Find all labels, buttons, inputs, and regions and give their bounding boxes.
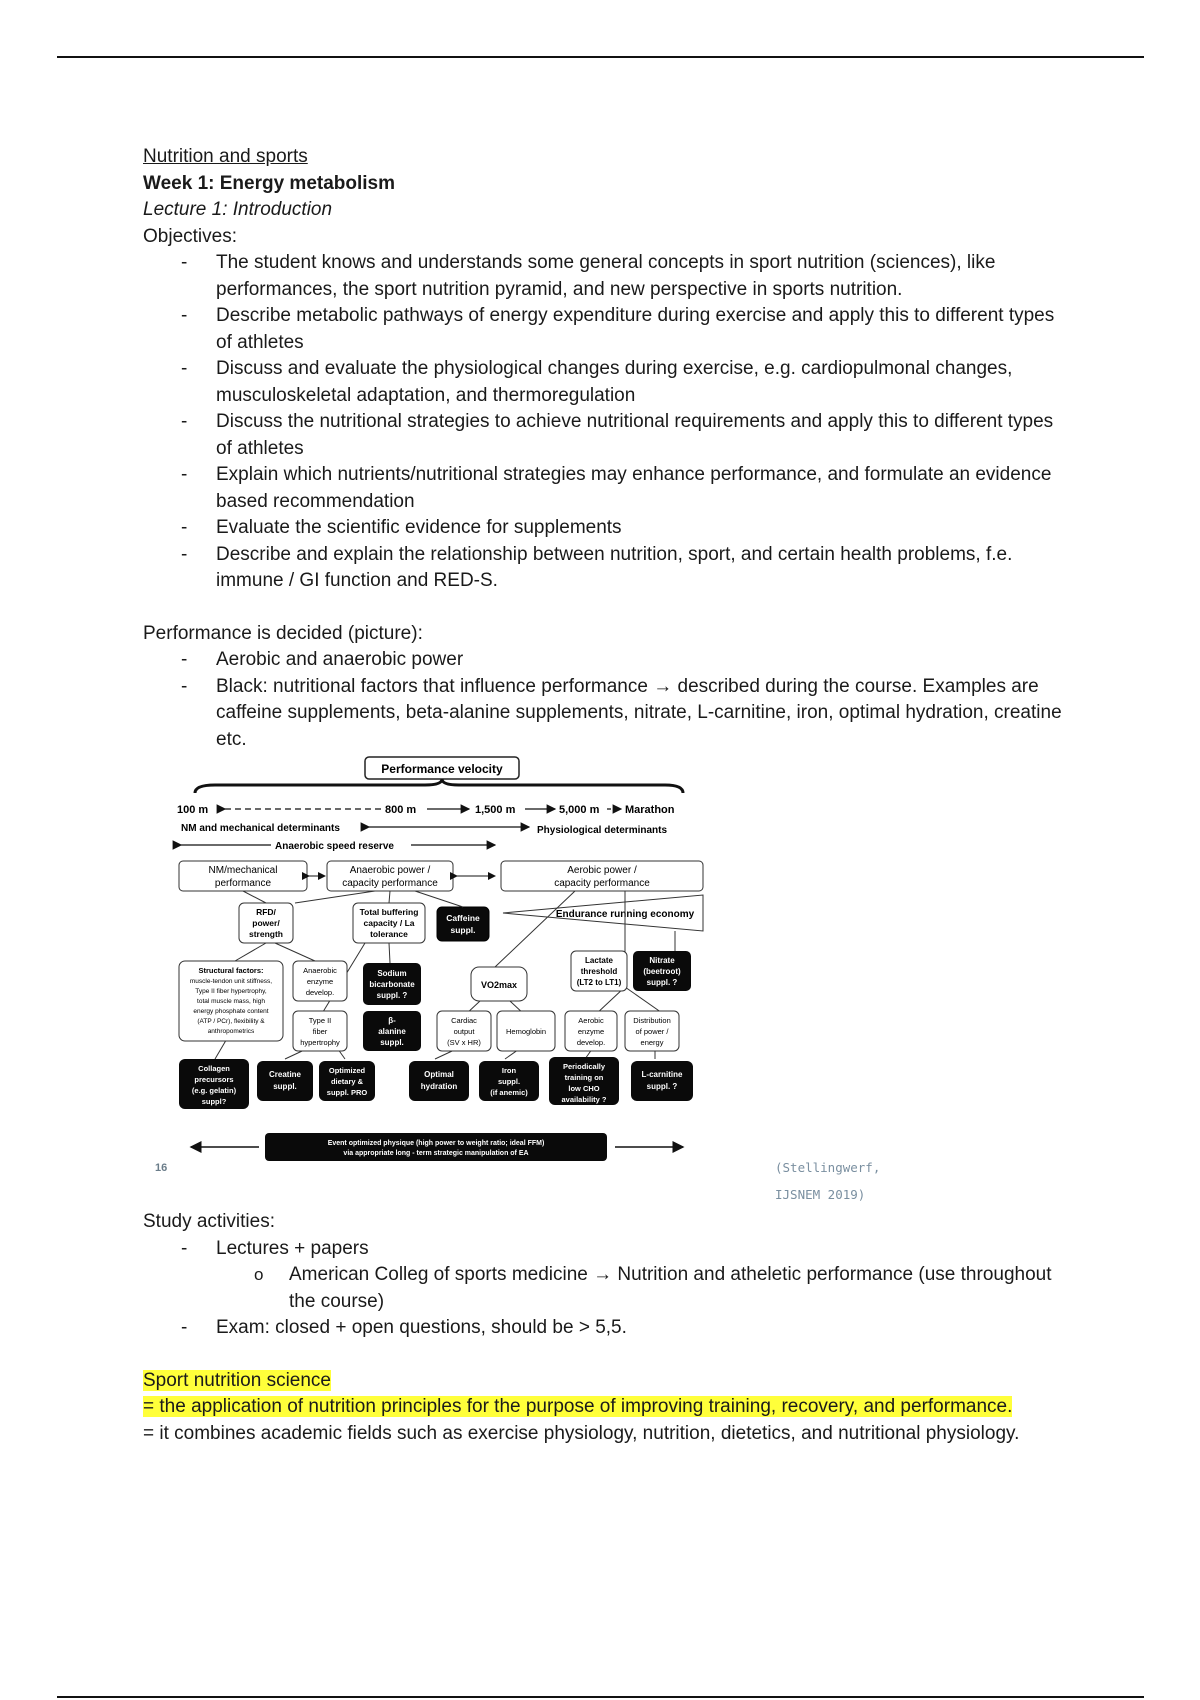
structural-line: anthropometrics — [207, 1028, 255, 1035]
buffering-line: capacity / La — [363, 918, 415, 928]
study-item-lectures: Lectures + papers — [216, 1237, 369, 1259]
performance-diagram — [155, 755, 881, 1202]
lcarnitine-line: suppl. ? — [646, 1082, 678, 1091]
distribution-line: Distribution — [633, 1016, 671, 1025]
list-item: - Discuss the nutritional strategies to achieve nutritional requirements and apply this to different types of athletes — [143, 409, 1063, 462]
hemoglobin-label: Hemoglobin — [505, 1027, 547, 1036]
hydration-line: hydration — [420, 1082, 458, 1091]
anaer-enzyme-line: develop. — [305, 988, 335, 997]
list-item: - The student knows and understands some general concepts in sport nutrition (sciences), like performances, the sport nutrition pyramid, and new perspective in sports nutrition. — [143, 250, 1063, 303]
aerobic-enzyme-line: Aerobic — [578, 1016, 604, 1025]
structural-line: muscle-tendon unit stiffness, — [189, 978, 273, 985]
cardiac-line: output — [453, 1027, 475, 1036]
lactate-line: threshold — [580, 967, 618, 976]
creatine-box — [257, 1061, 313, 1101]
collagen-line: (e.g. gelatin) — [191, 1086, 237, 1095]
list-item: - Explain which nutrients/nutritional strategies may enhance performance, and formulate an evidence based recommendation — [143, 462, 1063, 515]
aerobic-enzyme-line: develop. — [576, 1038, 606, 1047]
dist-5000: 5,000 m — [559, 804, 600, 816]
objectives-list — [143, 250, 1063, 595]
optimized-line: suppl. PRO — [326, 1088, 368, 1097]
iron-line: (if anemic) — [490, 1088, 528, 1097]
distribution-line: energy — [640, 1038, 664, 1047]
header-rule — [57, 56, 1144, 58]
study-list — [143, 1236, 1063, 1342]
study-sublist — [143, 1262, 1063, 1315]
document-body — [143, 144, 1063, 1447]
creatine-line: Creatine — [268, 1070, 302, 1079]
list-item: - Discuss and evaluate the physiological changes during exercise, e.g. cardiopulmonal changes, musculoskeletal adaptation, and thermoregulation — [143, 356, 1063, 409]
nitrate-line: suppl. ? — [646, 978, 678, 987]
rfd-line: RFD/ — [256, 907, 276, 917]
type2-line: hypertrophy — [300, 1038, 340, 1047]
science-block — [143, 1368, 1063, 1421]
slide-number: 16 — [155, 1162, 168, 1174]
beta-line: β- — [388, 1016, 396, 1025]
beta-line: alanine — [378, 1027, 406, 1036]
periodically-line: training on — [564, 1073, 604, 1082]
periodically-line: availability ? — [561, 1095, 607, 1104]
collagen-line: suppl? — [201, 1097, 227, 1106]
structural-line: (ATP / PCr), flexibility & — [197, 1018, 265, 1025]
periodically-line: low CHO — [568, 1084, 600, 1093]
course-title: Nutrition and sports — [143, 146, 308, 167]
cardiac-line: (SV x HR) — [447, 1038, 481, 1047]
list-item: - Aerobic and anaerobic power — [143, 647, 1063, 674]
phys-determinants: Physiological determinants — [537, 825, 668, 836]
hydration-box — [409, 1061, 469, 1101]
event-line: Event optimized physique (high power to weight ratio; ideal FFM) — [327, 1140, 545, 1147]
optimized-line: dietary & — [330, 1077, 364, 1086]
aer-perf-line: Aerobic power / — [567, 865, 637, 876]
event-line: via appropriate long - term strategic manipulation of EA — [343, 1150, 529, 1157]
structural-line: Type II fiber hypertrophy, — [195, 988, 267, 995]
nm-perf-line: NM/mechanical — [208, 865, 278, 876]
performance-list — [143, 647, 1063, 753]
nitrate-line: Nitrate — [649, 956, 675, 965]
aer-perf-line: capacity performance — [554, 878, 650, 889]
list-item: - Evaluate the scientific evidence for supplements — [143, 515, 1063, 542]
list-item — [143, 1236, 1063, 1316]
caffeine-line: suppl. — [450, 925, 476, 935]
endurance-label: Endurance running economy — [555, 909, 695, 920]
nm-perf-line: performance — [214, 878, 272, 889]
sodium-line: Sodium — [377, 969, 407, 978]
nm-determinants: NM and mechanical determinants — [181, 823, 340, 834]
structural-line: energy phosphate content — [193, 1008, 269, 1015]
list-item: - Describe and explain the relationship between nutrition, sport, and certain health problems, f.e. immune / GI function and RED-S. — [143, 542, 1063, 595]
anaer-perf-line: Anaerobic power / — [349, 865, 431, 876]
anaer-enzyme-line: enzyme — [306, 977, 334, 986]
science-fields: = it combines academic fields such as exercise physiology, nutrition, dietetics, and nutritional physiology. — [143, 1422, 1020, 1444]
science-title: Sport nutrition science — [143, 1369, 331, 1391]
performance-label: Performance is decided (picture): — [143, 622, 423, 644]
hydration-line: Optimal — [424, 1070, 454, 1079]
citation: (Stellingwerf, IJSNEM 2019) — [775, 1160, 881, 1202]
diagram-title: Performance velocity — [381, 762, 503, 776]
aerobic-enzyme-line: enzyme — [577, 1027, 605, 1036]
sodium-line: suppl. ? — [376, 991, 408, 1000]
lactate-line: Lactate — [584, 956, 614, 965]
list-item: - Describe metabolic pathways of energy expenditure during exercise and apply this to different types of athletes — [143, 303, 1063, 356]
lecture-title: Lecture 1: Introduction — [143, 199, 333, 220]
buffering-line: tolerance — [370, 929, 408, 939]
nitrate-line: (beetroot) — [643, 967, 681, 976]
dist-800: 800 m — [385, 804, 417, 816]
sodium-line: bicarbonate — [369, 980, 415, 989]
anaer-perf-line: capacity performance — [342, 878, 438, 889]
dist-100: 100 m — [177, 804, 209, 816]
optimized-line: Optimized — [328, 1066, 366, 1075]
collagen-line: Collagen — [198, 1064, 230, 1073]
list-item: o American Colleg of sports medicine → Nutrition and atheletic performance (use throughout the course) — [216, 1262, 1063, 1315]
buffering-line: Total buffering — [359, 907, 419, 917]
distribution-line: of power / — [635, 1027, 669, 1036]
caffeine-line: Caffeine — [446, 913, 480, 923]
cardiac-line: Cardiac — [451, 1016, 477, 1025]
objectives-label: Objectives: — [143, 225, 237, 247]
lactate-line: (LT2 to LT1) — [576, 978, 622, 987]
list-item: - Exam: closed + open questions, should be > 5,5. — [143, 1315, 1063, 1342]
structural-line: total muscle mass, high — [197, 998, 265, 1005]
iron-line: suppl. — [497, 1077, 521, 1086]
diagram-svg — [155, 755, 835, 1175]
lcarnitine-box — [631, 1061, 693, 1101]
vo2-label: VO2max — [480, 980, 518, 990]
week-title: Week 1: Energy metabolism — [143, 172, 396, 194]
footer-rule — [57, 1696, 1144, 1698]
type2-line: fiber — [312, 1027, 328, 1036]
structural-line: Structural factors: — [198, 966, 264, 975]
iron-line: Iron — [501, 1066, 517, 1075]
anaer-enzyme-line: Anaerobic — [303, 966, 337, 975]
dist-marathon: Marathon — [625, 804, 675, 816]
list-item: - Black: nutritional factors that influence performance → described during the course. Examples are caffeine supplements, beta-alanine supplements, nitrate, L-carnitine, iron, optimal hydration, creatine etc. — [143, 674, 1063, 754]
anaerobic-reserve: Anaerobic speed reserve — [275, 841, 394, 852]
rfd-line: power/ — [252, 918, 280, 928]
dist-1500: 1,500 m — [475, 804, 516, 816]
type2-line: Type II — [308, 1016, 332, 1025]
beta-line: suppl. — [380, 1038, 404, 1047]
periodically-line: Periodically — [562, 1062, 606, 1071]
rfd-line: strength — [249, 929, 283, 939]
brace — [195, 779, 683, 793]
collagen-line: precursors — [194, 1075, 234, 1084]
study-label: Study activities: — [143, 1211, 275, 1232]
science-definition: = the application of nutrition principles for the purpose of improving training, recovery, and performance. — [143, 1396, 1013, 1417]
creatine-line: suppl. — [273, 1082, 297, 1091]
lcarnitine-line: L-carnitine — [641, 1070, 683, 1079]
